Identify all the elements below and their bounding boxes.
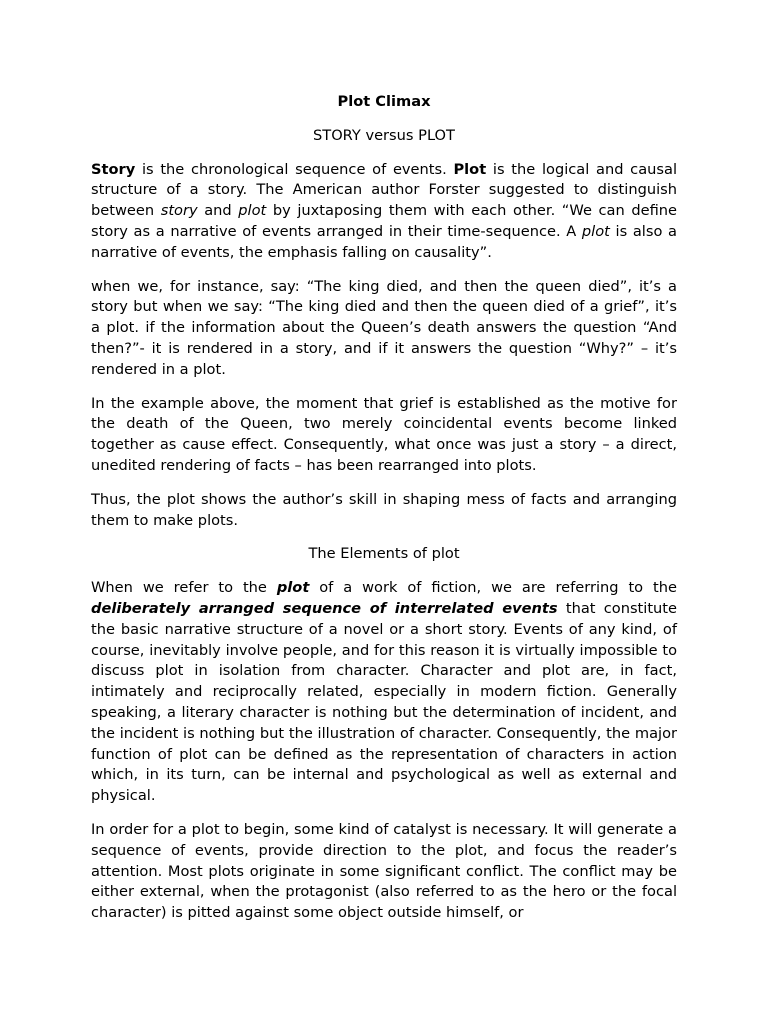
paragraph-author-skill: Thus, the plot shows the author’s skill in shaping mess of facts and arranging them to make plots. <box>91 490 677 529</box>
emphasis-arranged-sequence: deliberately arranged sequence of interrelated events <box>91 599 558 617</box>
paragraph-story-definition <box>91 160 677 264</box>
emphasis-plot: plot <box>581 222 610 240</box>
text-run: is also a narrative of events, the emphasis falling on causality”. <box>91 222 677 261</box>
paragraph-grief-motive: In the example above, the moment that grief is established as the motive for the death of the Queen, two merely coincidental events become linked together as cause effect. Consequently, what once was just a story – a direct, unedited rendering of facts – has been rearranged into plots. <box>91 394 677 474</box>
paragraph-plot-definition <box>91 578 677 807</box>
term-plot: Plot <box>453 160 487 178</box>
section-heading-elements-of-plot: The Elements of plot <box>308 545 460 563</box>
text-run: is the logical and causal structure of a story. The American author Forster suggested to distinguish between <box>91 160 677 220</box>
paragraph-king-queen-example: when we, for instance, say: “The king died, and then the queen died”, it’s a story but when we say: “The king died and then the queen died of a grief”, it’s a plot. if the information about the Queen’s death answers the question “And then?”- it is rendered in a story, and if it answers the question “Why?” – it’s rendered in a plot. <box>91 277 677 378</box>
term-story: Story <box>91 160 136 178</box>
section-heading-story-versus-plot: STORY versus PLOT <box>313 126 455 144</box>
paragraph-catalyst-conflict: In order for a plot to begin, some kind of catalyst is necessary. It will generate a sequence of events, provide direction to the plot, and focus the reader’s attention. Most plots originate in some significant conflict. The conflict may be either external, when the protagonist (also referred to as the hero or the focal character) is pitted against some object outside himself, or <box>91 820 677 922</box>
text-run: of a work of fiction, we are referring to the <box>309 579 677 597</box>
emphasis-plot: plot <box>238 202 267 220</box>
document-title: Plot Climax <box>337 93 431 110</box>
text-run: by juxtaposing them with each other. “We can define story as a narrative of events arranged in their time-sequence. A <box>91 202 677 240</box>
emphasis-plot: plot <box>276 579 310 597</box>
text-run: When we refer to the <box>91 579 277 597</box>
text-run: and <box>197 202 239 220</box>
text-run: that constitute the basic narrative structure of a novel or a short story. Events of any kind, of course, inevitably involve people, and for this reason it is virtually impossible to discuss plot in isolation from character. Character and plot are, in fact, intimately and reciprocally related, especially in modern fiction. Generally speaking, a literary character is nothing but the determination of incident, and the incident is nothing but the illustration of character. Consequently, the major function of plot can be defined as the representation of characters in action which, in its turn, can be internal and psychological as well as external and physical. <box>91 599 677 805</box>
document-page <box>91 92 677 937</box>
emphasis-story: story <box>160 202 198 220</box>
text-run: is the chronological sequence of events. <box>135 160 454 178</box>
